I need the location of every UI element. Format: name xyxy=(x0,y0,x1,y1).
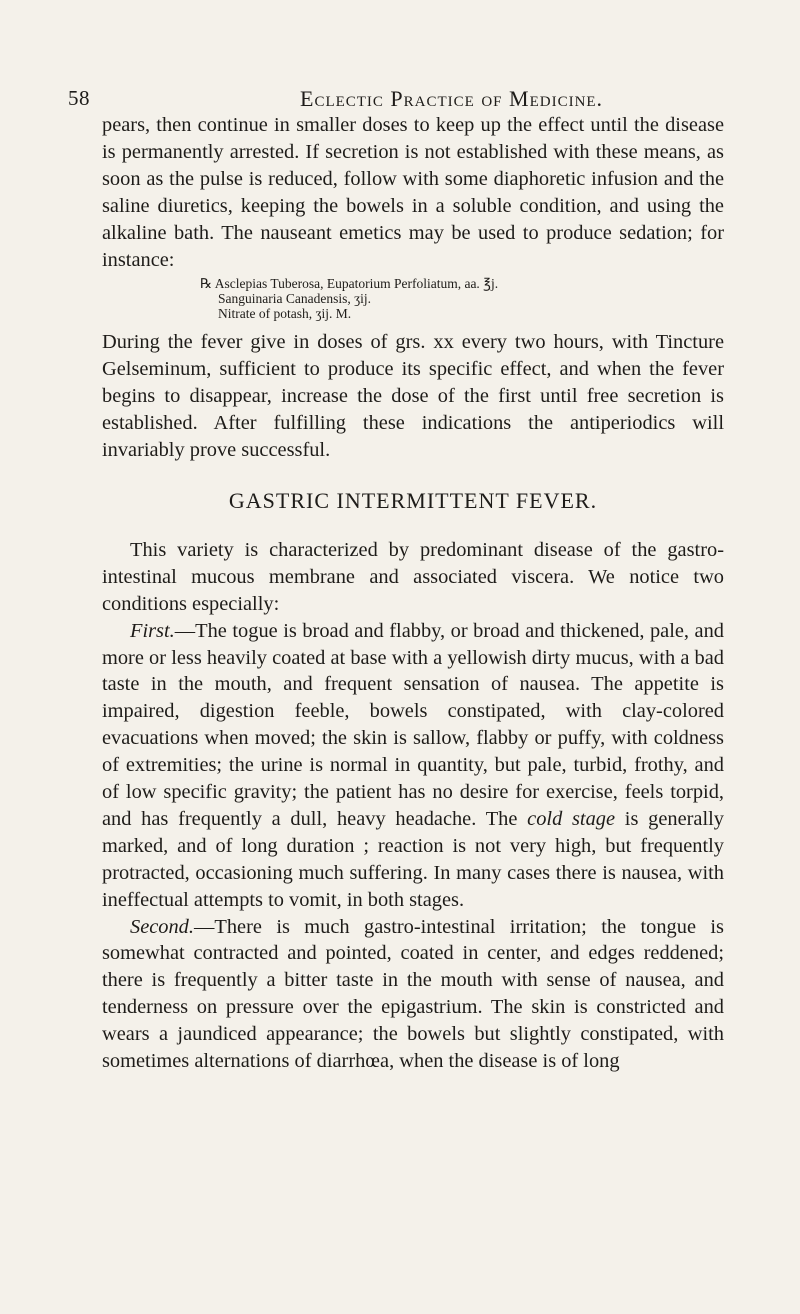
emphasis-term: cold stage xyxy=(527,807,616,830)
running-head: Eclectic Practice of Medicine. xyxy=(300,86,604,111)
paragraph-continuation: pears, then continue in smaller doses to keep up the effect until the disease is permanently arrested. If secretion is not established with these means, as soon as the pulse is reduced, follow with some diaphoretic infusion and the saline diuretics, keeping the bowels in a soluble condition, and using the alkaline bath. The nauseant emetics may be used to produce sedation; for instance: xyxy=(102,114,724,271)
section-heading: GASTRIC INTERMITTENT FEVER. xyxy=(228,487,598,513)
prescription xyxy=(102,276,724,321)
body-text xyxy=(102,112,724,1075)
prescription-line: Sanguinaria Canadensis, ʒij. xyxy=(218,291,371,307)
paragraph-text: —There is much gastro-intestinal irritation; the tongue is somewhat contracted and pointed, coated in center, and edges reddened; there is frequently a bitter taste in the mouth with sense of nausea, and tenderness on pressure over the epigastrium. The skin is constricted and wears a jaundiced appearance; the bowels but slightly constipated, with sometimes alternations of diarrhœa, when the disease is of long xyxy=(102,915,724,1073)
page-number: 58 xyxy=(68,86,90,110)
paragraph-first-condition xyxy=(102,618,724,914)
paragraph-second-condition xyxy=(102,914,724,1075)
paragraph-text: —The togue is broad and flabby, or broad and thickened, pale, and more or less heavily coated at base with a yellowish dirty mucus, with a bad taste in the mouth, and frequent sensation of nausea. The appetite is impaired, digestion feeble, bowels constipated, with clay-colored evacuations when moved; the skin is sallow, flabby or puffy, with coldness of extremities; the urine is normal in quantity, but pale, turbid, frothy, and of low specific gravity; the patient has no desire for exercise, feels torpid, and has frequently a dull, heavy headache. The xyxy=(102,619,724,830)
paragraph-text: is generally marked, and of long duration ; reaction is not very high, but frequently protracted, occasioning much suffering. In many cases there is nausea, with ineffectual attempts to vomit, in both stages. xyxy=(102,807,724,911)
paragraph-label: First. xyxy=(130,619,175,642)
prescription-line: ℞ Asclepias Tuberosa, Eupatorium Perfoliatum, aa. ℥j. xyxy=(200,276,499,292)
prescription-line: Nitrate of potash, ʒij. M. xyxy=(218,306,352,322)
paragraph-label: Second. xyxy=(130,915,194,938)
paragraph-dosage: During the fever give in doses of grs. xx every two hours, with Tincture Gelseminum, sufficient to produce its specific effect, and when the fever begins to disappear, increase the dose of the first until free secretion is established. After fulfilling these indications the antiperiodics will invariably prove successful. xyxy=(102,331,724,462)
paragraph-intro: This variety is characterized by predominant disease of the gastro-intestinal mucous membrane and associated viscera. We notice two conditions especially: xyxy=(102,538,724,615)
